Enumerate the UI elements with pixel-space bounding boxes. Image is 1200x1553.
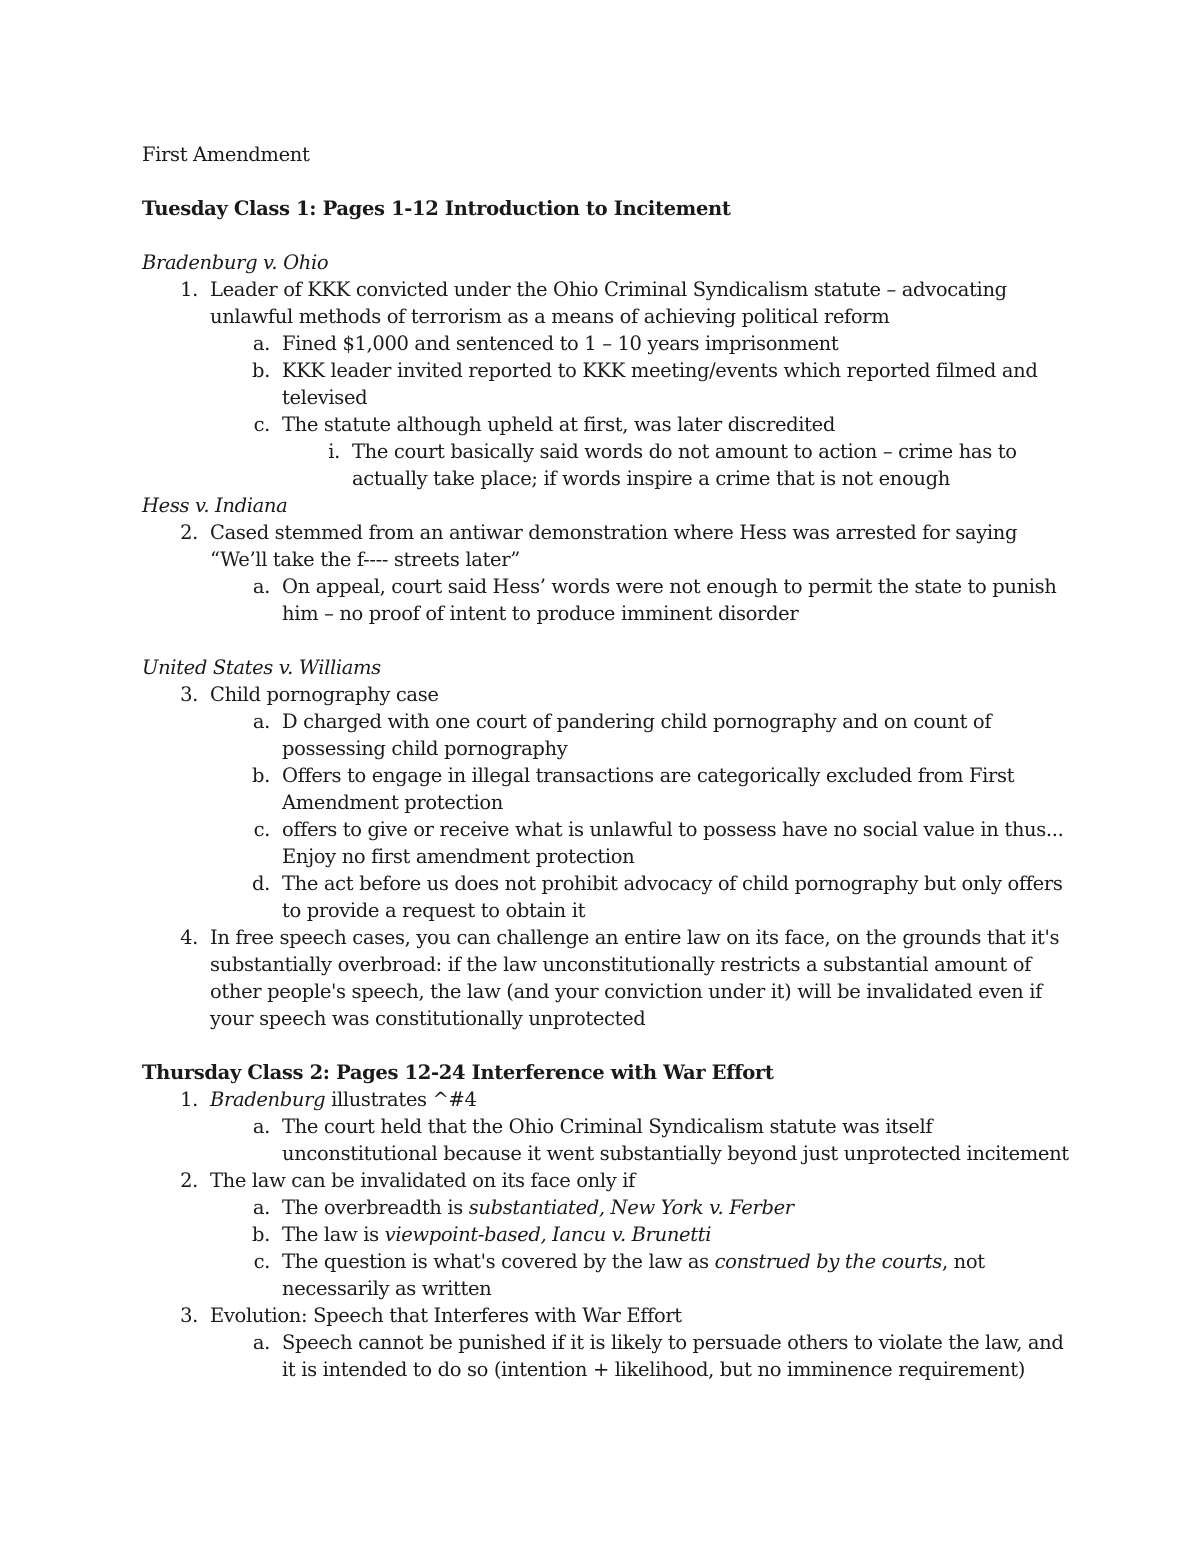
list-marker: i.	[328, 440, 340, 463]
list-item-text: The court basically said words do not amount to action – crime has to actually take place; if words inspire a crime that is not enough	[352, 440, 1017, 490]
text-plain-end: , not necessarily as written	[282, 1250, 985, 1300]
list-item	[142, 708, 1072, 762]
list-item-text: KKK leader invited reported to KKK meeting/events which reported filmed and televised	[282, 359, 1038, 409]
list-item-text-rest: illustrates ^#4	[325, 1088, 477, 1111]
case-title-bradenburg: Bradenburg v. Ohio	[142, 251, 329, 274]
list-item	[142, 1248, 1072, 1302]
list-marker: a.	[252, 710, 270, 733]
list-item	[142, 924, 1072, 1032]
list-item-text	[282, 1248, 1072, 1302]
list-item-text: The court held that the Ohio Criminal Syndicalism statute was itself unconstitutional because it went substantially beyond just unprotected incitement	[282, 1115, 1069, 1165]
list-item	[142, 357, 1072, 411]
list-marker: 2.	[180, 1169, 198, 1192]
spacer	[142, 627, 1072, 654]
list-marker: a.	[252, 1115, 270, 1138]
list-marker: a.	[252, 332, 270, 355]
list-marker: b.	[252, 764, 270, 787]
list-item	[142, 1302, 1072, 1329]
list-marker: 3.	[180, 1304, 198, 1327]
list-item	[142, 1329, 1072, 1383]
list-item-text: Cased stemmed from an antiwar demonstration where Hess was arrested for saying “We’ll take the f---- streets later”	[210, 521, 1018, 571]
list-item	[142, 1113, 1072, 1167]
list-item-text: On appeal, court said Hess’ words were not enough to permit the state to punish him – no proof of intent to produce imminent disorder	[282, 575, 1057, 625]
list-item-text	[210, 1086, 1072, 1113]
list-item-text: The act before us does not prohibit advocacy of child pornography but only offers to provide a request to obtain it	[282, 872, 1063, 922]
list-marker: a.	[252, 1331, 270, 1354]
list-item	[142, 573, 1072, 627]
list-item-text: Fined $1,000 and sentenced to 1 – 10 years imprisonment	[282, 332, 839, 355]
list-marker: d.	[252, 872, 270, 895]
list-marker: c.	[253, 1250, 270, 1273]
class-2-heading: Thursday Class 2: Pages 12-24 Interference with War Effort	[142, 1061, 774, 1084]
case-title-williams: United States v. Williams	[142, 656, 381, 679]
list-item	[142, 276, 1072, 330]
text-italic: construed by the courts	[714, 1250, 942, 1273]
list-marker: 3.	[180, 683, 198, 706]
list-marker: a.	[252, 575, 270, 598]
list-item-text	[282, 1194, 1072, 1221]
list-item	[142, 816, 1072, 870]
list-item	[142, 1167, 1072, 1194]
list-item	[142, 438, 1072, 492]
list-item	[142, 411, 1072, 438]
list-item-text: D charged with one court of pandering child pornography and on count of possessing child pornography	[282, 710, 992, 760]
list-item	[142, 519, 1072, 573]
case-title-hess: Hess v. Indiana	[142, 494, 288, 517]
list-item-text: In free speech cases, you can challenge an entire law on its face, on the grounds that it's substantially overbroad: if the law unconstitutionally restricts a substantial amount of other people's speech, the law (and your conviction under it) will be invalidated even if your speech was constitutionally unprotected	[210, 926, 1060, 1030]
list-marker: b.	[252, 359, 270, 382]
list-marker: b.	[252, 1223, 270, 1246]
text-italic: viewpoint-based, Iancu v. Brunetti	[384, 1223, 712, 1246]
class-1-heading: Tuesday Class 1: Pages 1-12 Introduction to Incitement	[142, 197, 731, 220]
list-item-text: Leader of KKK convicted under the Ohio Criminal Syndicalism statute – advocating unlawful methods of terrorism as a means of achieving political reform	[210, 278, 1007, 328]
list-item-text: Evolution: Speech that Interferes with War Effort	[210, 1304, 682, 1327]
list-marker: 4.	[180, 926, 198, 949]
list-item-text: The law can be invalidated on its face only if	[210, 1169, 636, 1192]
case-name: Bradenburg	[210, 1088, 326, 1111]
list-item	[142, 330, 1072, 357]
list-marker: 2.	[180, 521, 198, 544]
text-plain: The law is	[282, 1223, 385, 1246]
list-item-text	[282, 1221, 1072, 1248]
list-item	[142, 870, 1072, 924]
list-item-text: Speech cannot be punished if it is likely to persuade others to violate the law, and it is intended to do so (intention + likelihood, but no imminence requirement)	[282, 1331, 1064, 1381]
text-plain: The overbreadth is	[282, 1196, 469, 1219]
text-plain: The question is what's covered by the law as	[282, 1250, 715, 1273]
list-marker: c.	[253, 413, 270, 436]
text-italic: substantiated, New York v. Ferber	[468, 1196, 794, 1219]
list-item	[142, 762, 1072, 816]
list-marker: 1.	[180, 278, 198, 301]
document-title: First Amendment	[142, 143, 310, 166]
list-item-text: offers to give or receive what is unlawful to possess have no social value in thus... Enjoy no first amendment protection	[282, 818, 1064, 868]
document-page	[142, 141, 1072, 1383]
list-item-text: Offers to engage in illegal transactions are categorically excluded from First Amendment protection	[282, 764, 1015, 814]
list-marker: a.	[252, 1196, 270, 1219]
list-item	[142, 1194, 1072, 1221]
list-item	[142, 681, 1072, 708]
list-item-text: Child pornography case	[210, 683, 439, 706]
list-marker: c.	[253, 818, 270, 841]
list-item	[142, 1221, 1072, 1248]
list-item-text: The statute although upheld at first, was later discredited	[282, 413, 835, 436]
list-item	[142, 1086, 1072, 1113]
list-marker: 1.	[180, 1088, 198, 1111]
